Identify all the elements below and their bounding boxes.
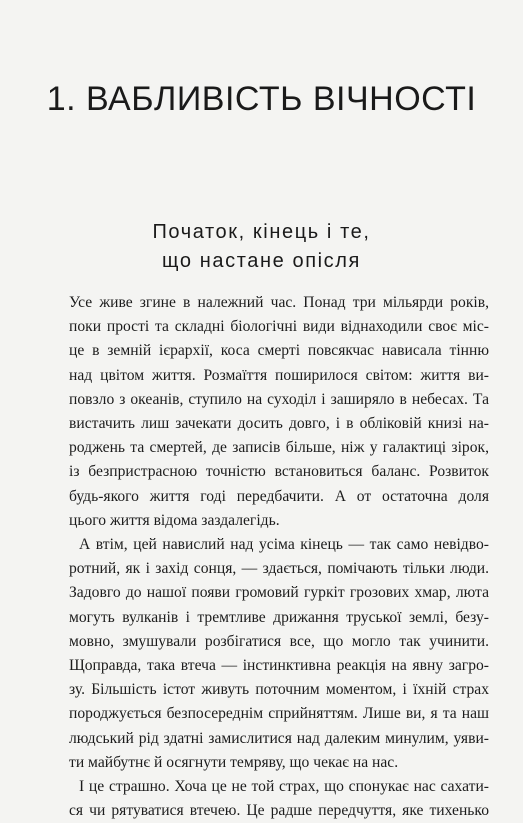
text-line: повзло з океанів, ступило на суходіл і заширяло в небесах. Та [69, 390, 489, 408]
text-line: ти майбутнє й осягнути темряву, що чекає на нас. [69, 753, 399, 771]
text-line: могуть вулканів і тремтливе дрижання труської землі, безу- [69, 608, 489, 626]
text-line: цього життя відома заздалегідь. [69, 511, 280, 529]
text-line: ся чи рятуватися втечею. Це радше передчуття, яке тихенько [69, 802, 489, 820]
section-heading-line: що настане опісля [162, 250, 361, 272]
text-line: зу. Більшість істот живуть поточним моментом, і їхній страх [69, 681, 489, 699]
section-heading-line: Початок, кінець і те, [152, 221, 371, 243]
text-line: із безпристрасною точністю встановиться баланс. Розвиток [69, 463, 489, 481]
body-text [69, 291, 489, 823]
text-line: поки прості та складні біологічні види віднаходили своє міс- [69, 318, 489, 336]
text-line: А втім, цей навислий над усіма кінець — так само невідво- [79, 536, 489, 554]
text-line: ротний, як і захід сонця, — здається, помічають тільки люди. [69, 560, 489, 578]
text-line: Щоправда, така втеча — інстинктивна реакція на явну загро- [69, 657, 489, 675]
text-line: над цвітом життя. Розмаїття поширилося світом: життя ви- [69, 366, 489, 384]
text-line: І це страшно. Хоча це не той страх, що спонукає нас сахати- [79, 778, 489, 796]
text-line: будь-якого життя годі передбачити. А от остаточна доля [69, 487, 489, 505]
text-line: людський рід здатні замислитися над далеким минулим, уяви- [69, 729, 489, 747]
text-line: мовно, змушували розбігатися все, що могло так учинити. [69, 632, 489, 650]
text-line: Задовго до нашої появи громовий гуркіт грозових хмар, люта [69, 584, 489, 602]
text-line: це в земній ієрархії, коса смерті повсякчас нависала тінню [69, 342, 489, 360]
chapter-title: 1. ВАБЛИВІСТЬ ВІЧНОСТІ [46, 80, 477, 118]
text-line: роджень та смертей, де записів більше, ніж у галактиці зірок, [69, 439, 489, 457]
section-heading [0, 218, 523, 276]
text-line: Усе живе згине в належний час. Понад три мільярди років, [69, 294, 489, 311]
text-line: вистачить лиш зачекати досить довго, і в обліковій книзі на- [69, 415, 489, 433]
text-line: породжується безпосереднім сприйняттям. Лише ви, я та наш [69, 705, 489, 723]
